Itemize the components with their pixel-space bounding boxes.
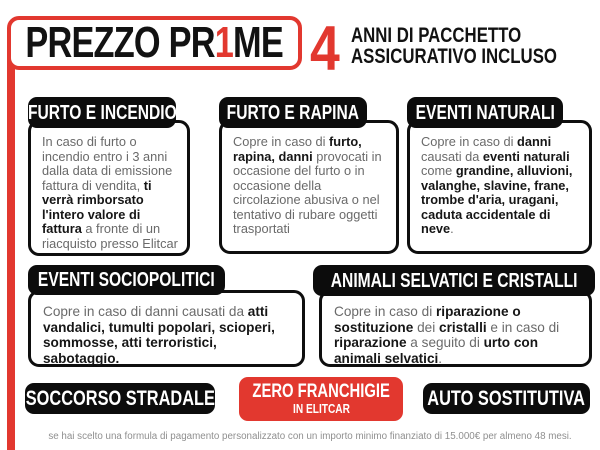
- card-body-text: Copre in caso di riparazione o sostituzione dei cristalli e in caso di riparazione a seguito di urto con animali selvatici.: [334, 304, 560, 366]
- brand-suffix: ME: [233, 18, 284, 67]
- disclaimer-text: se hai scelto una formula di pagamento personalizzato con un importo minimo finanziato di 15.000€ per almeno 48 mesi.: [48, 431, 572, 442]
- brand-title: [25, 18, 284, 67]
- card-title: EVENTI NATURALI: [415, 101, 555, 124]
- card-header-eventi-naturali: [407, 97, 563, 128]
- badge-zero-franchigie: [239, 377, 403, 421]
- red-accent-bar: [7, 40, 15, 450]
- badge-soccorso-stradale: [25, 383, 215, 414]
- years-count: 4: [310, 14, 340, 84]
- card-header-animali-cristalli: [313, 265, 595, 296]
- tagline-line1: ANNI DI PACCHETTO: [351, 24, 522, 47]
- coverage-card-eventi-naturali: [407, 120, 592, 254]
- tagline-line2: ASSICURATIVO INCLUSO: [351, 45, 557, 68]
- card-header-furto-rapina: [219, 97, 367, 128]
- badge-label: AUTO SOSTITUTIVA: [427, 386, 586, 410]
- card-body-text: Copre in caso di furto, rapina, danni provocati in occasione del furto o in occasione della circolazione abusiva o nel tentativo di rubare oggetti trasportati: [233, 134, 382, 237]
- brand-prefix: PREZZO PR: [25, 18, 216, 67]
- brand-highlight-digit: 1: [215, 18, 234, 67]
- card-body-text: Copre in caso di danni causati da atti vandalici, tumulti popolari, scioperi, sommosse, atti terroristici, sabotaggio.: [43, 304, 275, 366]
- card-body-text: Copre in caso di danni causati da eventi naturali come grandine, alluvioni, valanghe, slavine, frane, trombe d'aria, uragani, caduta accidentale di neve.: [421, 134, 573, 237]
- badge-label-line2: IN ELITCAR: [292, 401, 350, 416]
- card-header-eventi-sociopolitici: [28, 265, 225, 295]
- card-title: EVENTI SOCIOPOLITICI: [38, 269, 215, 291]
- badge-label: SOCCORSO STRADALE: [25, 386, 215, 410]
- coverage-card-eventi-sociopolitici: [28, 290, 305, 367]
- card-title: ANIMALI SELVATICI E CRISTALLI: [330, 269, 578, 292]
- coverage-card-furto-incendio: [28, 120, 190, 256]
- card-body-text: In caso di furto o incendio entro i 3 anni dalla data di emissione fattura di vendita, ti verrà rimborsato l'intero valore di fattura a fronte di un riacquisto presso Elitcar: [42, 134, 178, 252]
- tagline: [351, 25, 600, 67]
- card-header-furto-incendio: [28, 97, 176, 128]
- card-title: FURTO E INCENDIO: [27, 101, 177, 124]
- coverage-card-animali-cristalli: [319, 290, 592, 367]
- card-title: FURTO E RAPINA: [226, 101, 360, 124]
- badge-auto-sostitutiva: [423, 383, 590, 414]
- brand-box: [7, 16, 302, 70]
- coverage-card-furto-rapina: [219, 120, 399, 254]
- badge-label-line1: ZERO FRANCHIGIE: [252, 381, 390, 402]
